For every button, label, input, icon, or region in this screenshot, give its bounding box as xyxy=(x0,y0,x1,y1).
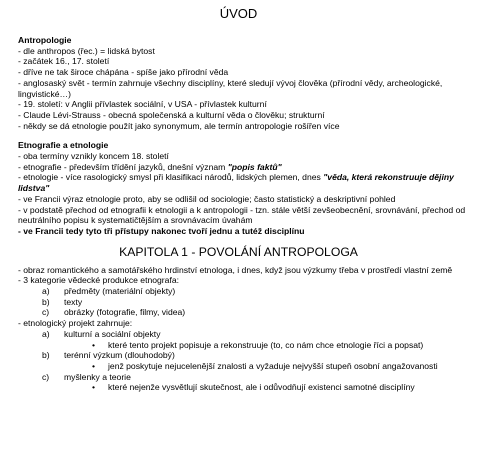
bullet-icon: • xyxy=(92,339,96,350)
page-title: ÚVOD xyxy=(219,6,258,21)
list-item: a) předměty (materiální objekty) xyxy=(42,286,176,297)
list-item: c) myšlenky a teorie xyxy=(42,371,131,382)
text-line: - obraz romantického a samotářského hrdinství etnologa, i dnes, když jsou výzkumy třeba v prostředí vlastní země xyxy=(18,264,453,275)
text-line: - Claude Lévi-Strauss - obecná společenská a kulturní věda o člověku; strukturní xyxy=(18,109,325,120)
emphasis-text: "věda, která rekonstruuje dějiny lidstva" xyxy=(18,172,454,194)
sub-list-item: • které nejenže vysvětlují skutečnost, ale i odůvodňují existenci samotné disciplíny xyxy=(92,382,415,393)
text-line: - etnologie - více rasologický smysl při klasifikaci národů, lidských plemen, dnes "věda, která rekonstruuje dějiny lidstva" xyxy=(18,172,454,194)
section-etnografie xyxy=(18,140,477,236)
section-heading: Antropologie xyxy=(18,35,72,45)
list-item: b) texty xyxy=(42,296,83,307)
section-heading: Etnografie a etnologie xyxy=(18,140,109,151)
sub-list-item: • které tento projekt popisuje a rekonstruuje (to, co nám chce etnologie říci a popsat) xyxy=(92,339,424,350)
list-item: c) obrázky (fotografie, filmy, videa) xyxy=(42,307,186,318)
text-line: - anglosaský svět - termín zahrnuje všechny disciplíny, které sledují vývoj člověka (přírodní vědy, archeologické, lingvistické…) xyxy=(18,77,443,99)
text-line: - dříve ne tak široce chápána - spíše jako přírodní věda xyxy=(18,67,229,78)
text-line: - 19. století: v Anglii přívlastek sociální, v USA - přívlastek kulturní xyxy=(18,99,267,110)
text-line: - začátek 16., 17. století xyxy=(18,56,110,67)
text-line: - dle anthropos (řec.) = lidská bytost xyxy=(18,45,155,56)
text-line: - v podstatě přechod od etnografii k etnologii a k antropologii - tzn. stále větší zevšeobecnění, srovnávání, přechod od neutrálního popisu k systematičtějším a srovnávacím úvahám xyxy=(18,204,466,226)
text-line: - ve Francii tedy tyto tři přístupy nakonec tvoří jednu a tutéž disciplínu xyxy=(18,225,305,236)
section-kapitola xyxy=(18,265,477,393)
chapter-title: KAPITOLA 1 - POVOLÁNÍ ANTROPOLOGA xyxy=(119,244,358,259)
text-line: - etnologický projekt zahrnuje: xyxy=(18,318,133,329)
text-line: - oba termíny vznikly koncem 18. století xyxy=(18,151,169,162)
text-line: - někdy se dá etnologie použít jako synonymum, ale termín antropologie rošířen více xyxy=(18,120,340,131)
text-line: - ve Francii výraz etnologie proto, aby se odlišil od sociologie; často statistický a deskriptivní pohled xyxy=(18,193,396,204)
text-line: - 3 kategorie vědecké produkce etnografa: xyxy=(18,275,179,286)
list-item: b) terénní výzkum (dlouhodobý) xyxy=(42,350,175,361)
bullet-icon: • xyxy=(92,382,96,393)
text-line: - etnografie - především třídění jazyků, dnešní význam "popis faktů" xyxy=(18,161,282,172)
emphasis-text: "popis faktů" xyxy=(227,161,282,172)
section-antropologie xyxy=(18,35,477,131)
list-item: a) kulturní a sociální objekty xyxy=(42,328,161,339)
sub-list-item: • jenž poskytuje nejucelenější znalosti a vyžaduje nejvyšší stupeň osobní angažovanosti xyxy=(92,360,438,371)
bullet-icon: • xyxy=(92,360,96,371)
